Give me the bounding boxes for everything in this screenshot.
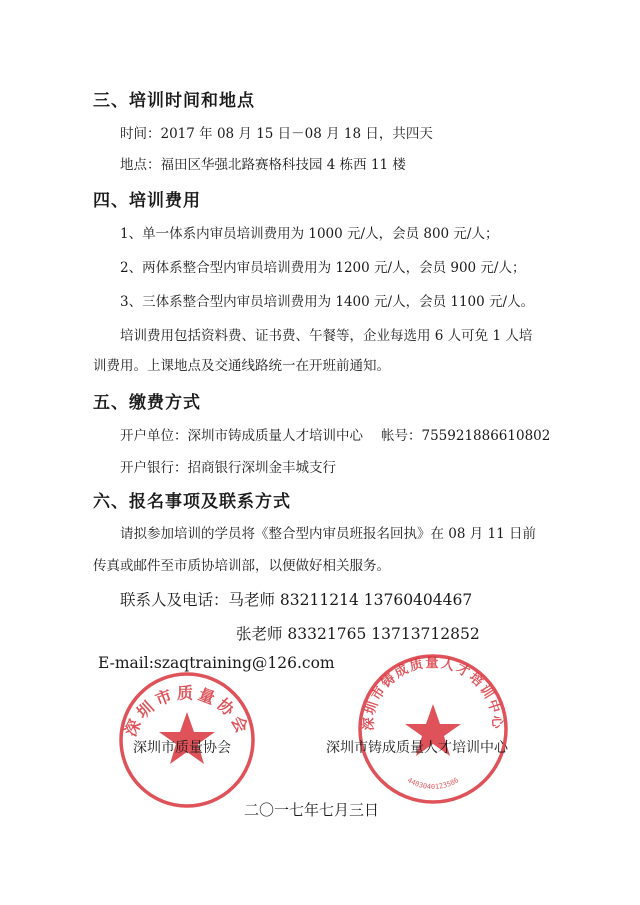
training-center-seal-stamp: [352, 648, 514, 810]
signature-org2: 深圳市铸成质量人才培训中心: [326, 740, 508, 756]
fee-item-2: 2、两体系整合型内审员培训费用为 1200 元/人，会员 900 元/人；: [120, 260, 526, 276]
svg-text:深圳市质量协会: 深圳市质量协会: [120, 683, 254, 740]
association-seal-stamp: [112, 660, 262, 810]
bank-line: 开户银行：招商银行深圳金丰城支行: [120, 460, 336, 476]
account-number: 帐号：755921886610802: [381, 428, 551, 444]
contact-line-1: 联系人及电话：马老师 83211214 13760404467: [120, 591, 473, 609]
payee-label: 开户单位：深圳市铸成质量人才培训中心: [120, 428, 363, 444]
section6-heading: 六、报名事项及联系方式: [93, 492, 291, 512]
svg-text:深圳市铸成质量人才培训中心: 深圳市铸成质量人才培训中心: [361, 656, 505, 731]
section4-heading: 四、培训费用: [93, 191, 201, 211]
training-time: 时间：2017 年 08 月 15 日－08 月 18 日，共四天: [120, 126, 433, 142]
section5-heading: 五、缴费方式: [93, 393, 201, 413]
email-line: E-mail:szaqtraining@126.com: [98, 654, 335, 672]
signature-org1: 深圳市质量协会: [133, 740, 231, 756]
fee-note-line2: 训费用。上课地点及交通线路统一在开班前通知。: [93, 358, 390, 374]
fee-note-line1: 培训费用包括资料费、证书费、午餐等，企业每选用 6 人可免 1 人培: [120, 328, 533, 344]
payee-line: [120, 424, 550, 444]
register-desc-line1: 请拟参加培训的学员将《整合型内审员班报名回执》在 08 月 11 日前: [120, 526, 537, 542]
fee-item-1: 1、单一体系内审员培训费用为 1000 元/人，会员 800 元/人；: [120, 226, 499, 242]
document-date: 二〇一七年七月三日: [244, 801, 380, 819]
training-place: 地点：福田区华强北路赛格科技园 4 栋西 11 楼: [120, 157, 406, 173]
contact-line-2: 张老师 83321765 13713712852: [236, 625, 480, 643]
register-desc-line2: 传真或邮件至市质协培训部，以便做好相关服务。: [93, 558, 390, 574]
section3-heading: 三、培训时间和地点: [93, 91, 255, 111]
fee-item-3: 3、三体系整合型内审员培训费用为 1400 元/人，会员 1100 元/人。: [120, 294, 535, 310]
svg-text:4403040123586: 4403040123586: [405, 776, 461, 792]
